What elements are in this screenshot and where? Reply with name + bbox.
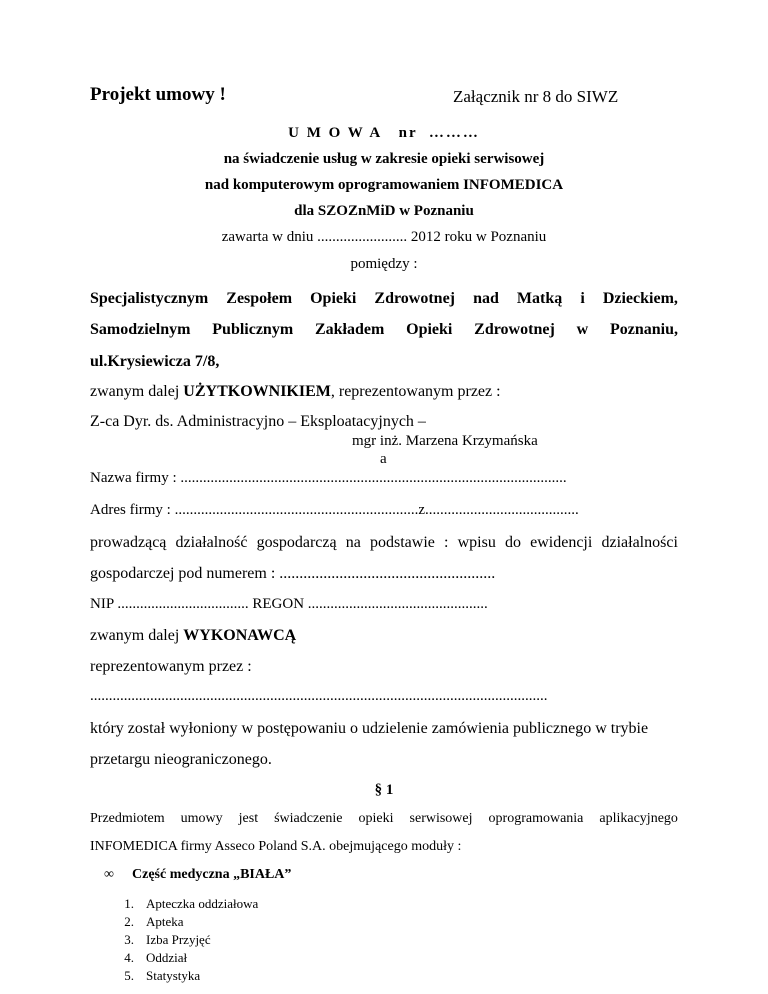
selection-line-2: przetargu nieograniczonego. xyxy=(90,751,272,768)
infinity-icon: ∞ xyxy=(104,867,114,882)
party2-alias: WYKONAWCĄ xyxy=(183,627,297,644)
party1-alias-line: zwanym dalej UŻYTKOWNIKIEM, reprezentowanym przez : xyxy=(90,383,501,400)
section-text-line-1: Przedmiotem umowy jest świadczenie opieki serwisowej oprogramowania aplikacyjnego xyxy=(90,811,678,826)
selection-line-1: który został wyłoniony w postępowaniu o udzielenie zamówienia publicznego w trybie xyxy=(90,720,649,737)
module-group-label: Część medyczna „BIAŁA” xyxy=(132,867,292,882)
nip-regon-line: NIP ................................... REGON ................................................ xyxy=(90,596,488,612)
between-label: pomiędzy : xyxy=(350,256,418,272)
party1-representative-name: mgr inż. Marzena Krzymańska xyxy=(352,433,538,449)
business-activity-line-2: gospodarczej pod numerem : ...................................................... xyxy=(90,565,496,582)
list-item: 4. Oddział xyxy=(124,950,188,965)
party1-name-line-1: Specjalistycznym Zespołem Opieki Zdrowotnej nad Matką i Dzieckiem, xyxy=(90,290,678,307)
party1-representative-role: Z-ca Dyr. ds. Administracyjno – Eksploatacyjnych – xyxy=(90,413,426,430)
company-address-field: Adres firmy : .................................................................z......................................... xyxy=(90,502,579,518)
party1-alias: UŻYTKOWNIKIEM xyxy=(183,383,331,400)
contract-subject-line-1: na świadczenie usług w zakresie opieki serwisowej xyxy=(223,151,545,167)
contract-date-line: zawarta w dniu ........................ 2012 roku w Poznaniu xyxy=(221,229,547,245)
attachment-label: Załącznik nr 8 do SIWZ xyxy=(453,87,619,106)
list-item: 1. Apteczka oddziałowa xyxy=(124,896,259,911)
company-name-field: Nazwa firmy : ....................................................................................................... xyxy=(90,470,567,486)
module-group-bullet xyxy=(104,867,291,883)
list-item: 3. Izba Przyjęć xyxy=(124,932,211,947)
party1-name-line-2: Samodzielnym Publicznym Zakładem Opieki Zdrowotnej w Poznaniu, xyxy=(90,321,678,338)
and-label: a xyxy=(380,451,387,467)
list-item: 2. Apteka xyxy=(124,914,184,929)
business-activity-line-1: prowadzącą działalność gospodarczą na podstawie : wpisu do ewidencji działalności xyxy=(90,534,678,551)
party1-address: ul.Krysiewicza 7/8, xyxy=(90,353,220,370)
section-heading: § 1 xyxy=(374,782,394,798)
contract-subject-line-3: dla SZOZnMiD w Poznaniu xyxy=(294,203,474,219)
party2-alias-line: zwanym dalej WYKONAWCĄ xyxy=(90,627,297,644)
section-text-line-2: INFOMEDICA firmy Asseco Poland S.A. obejmującego moduły : xyxy=(90,839,462,854)
party2-representative-label: reprezentowanym przez : xyxy=(90,658,252,675)
list-item: 5. Statystyka xyxy=(124,968,201,983)
contract-subject-line-2: nad komputerowym oprogramowaniem INFOMEDICA xyxy=(204,177,564,193)
party2-representative-field: .......................................................................................................................... xyxy=(90,688,548,704)
draft-label: Projekt umowy ! xyxy=(90,84,226,105)
contract-number-title: U M O W A nr ……… xyxy=(288,125,480,141)
